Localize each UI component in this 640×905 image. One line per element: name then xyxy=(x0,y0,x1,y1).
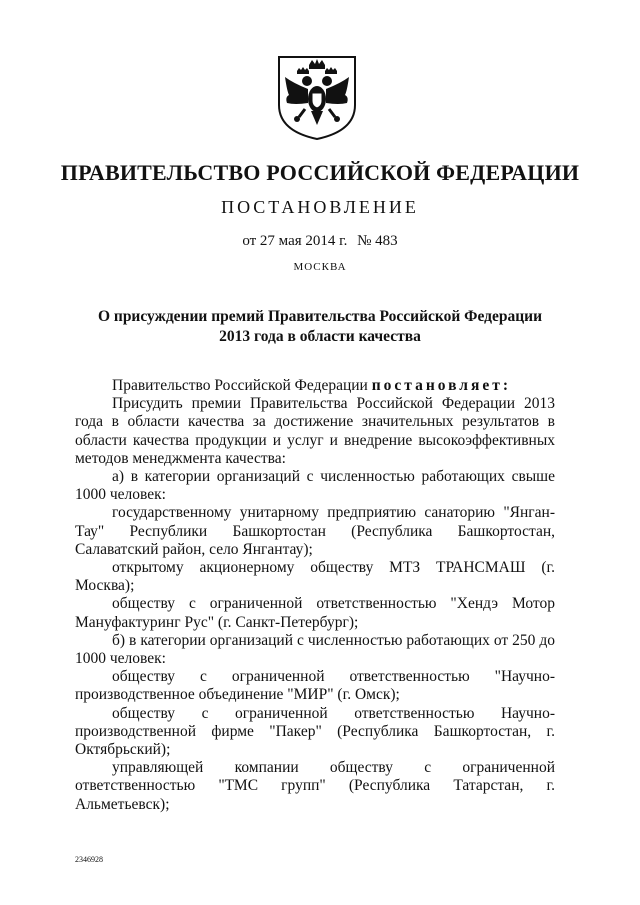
document-date: от 27 мая 2014 г. xyxy=(242,233,348,249)
paragraph: б) в категории организаций с численностью работающих от 250 до 1000 человек: xyxy=(75,631,555,668)
paragraph: государственному унитарному предприятию санаторию "Янган-Тау" Республики Башкортостан (Республика Башкортостан, Салаватский район, село Янгантау); xyxy=(75,504,555,558)
paragraph: обществу с ограниченной ответственностью "Хендэ Мотор Мануфактуринг Рус" (г. Санкт-Петербург); xyxy=(75,595,555,631)
document-body xyxy=(75,377,555,814)
document-code: 2346928 xyxy=(75,855,103,864)
paragraph: управляющей компании обществу с ограниченной ответственностью "ТМС групп" (Республика Татарстан, г. Альметьевск); xyxy=(75,759,555,813)
intro-resolves: постановляет: xyxy=(371,377,512,394)
document-number: № 483 xyxy=(357,233,398,249)
title-line-2: 2013 года в области качества xyxy=(219,328,421,345)
paragraph: Присудить премии Правительства Российской Федерации 2013 года в области качества за достижение значительных результатов в области качества продукции и услуг и внедрение высокоэффективных методов менеджмента качества: xyxy=(75,395,555,467)
organization-heading: ПРАВИТЕЛЬСТВО РОССИЙСКОЙ ФЕДЕРАЦИИ xyxy=(60,160,580,185)
intro-paragraph xyxy=(75,377,555,395)
document-type: ПОСТАНОВЛЕНИЕ xyxy=(221,197,419,217)
title-line-1: О присуждении премий Правительства Российской Федерации xyxy=(97,308,543,325)
date-line xyxy=(0,233,640,250)
coat-of-arms-icon xyxy=(275,55,359,141)
paragraph: обществу с ограниченной ответственностью "Научно-производственное объединение "МИР" (г. Омск); xyxy=(75,668,555,704)
paragraph: обществу с ограниченной ответственностью Научно-производственной фирме "Пакер" (Республика Башкортостан, г. Октябрьский); xyxy=(75,704,555,759)
paragraph: а) в категории организаций с численностью работающих свыше 1000 человек: xyxy=(75,468,555,504)
paragraph: открытому акционерному обществу МТЗ ТРАНСМАШ (г. Москва); xyxy=(75,559,555,595)
city: МОСКВА xyxy=(293,261,347,273)
document-title xyxy=(80,307,560,347)
intro-text: Правительство Российской Федерации xyxy=(112,377,372,394)
